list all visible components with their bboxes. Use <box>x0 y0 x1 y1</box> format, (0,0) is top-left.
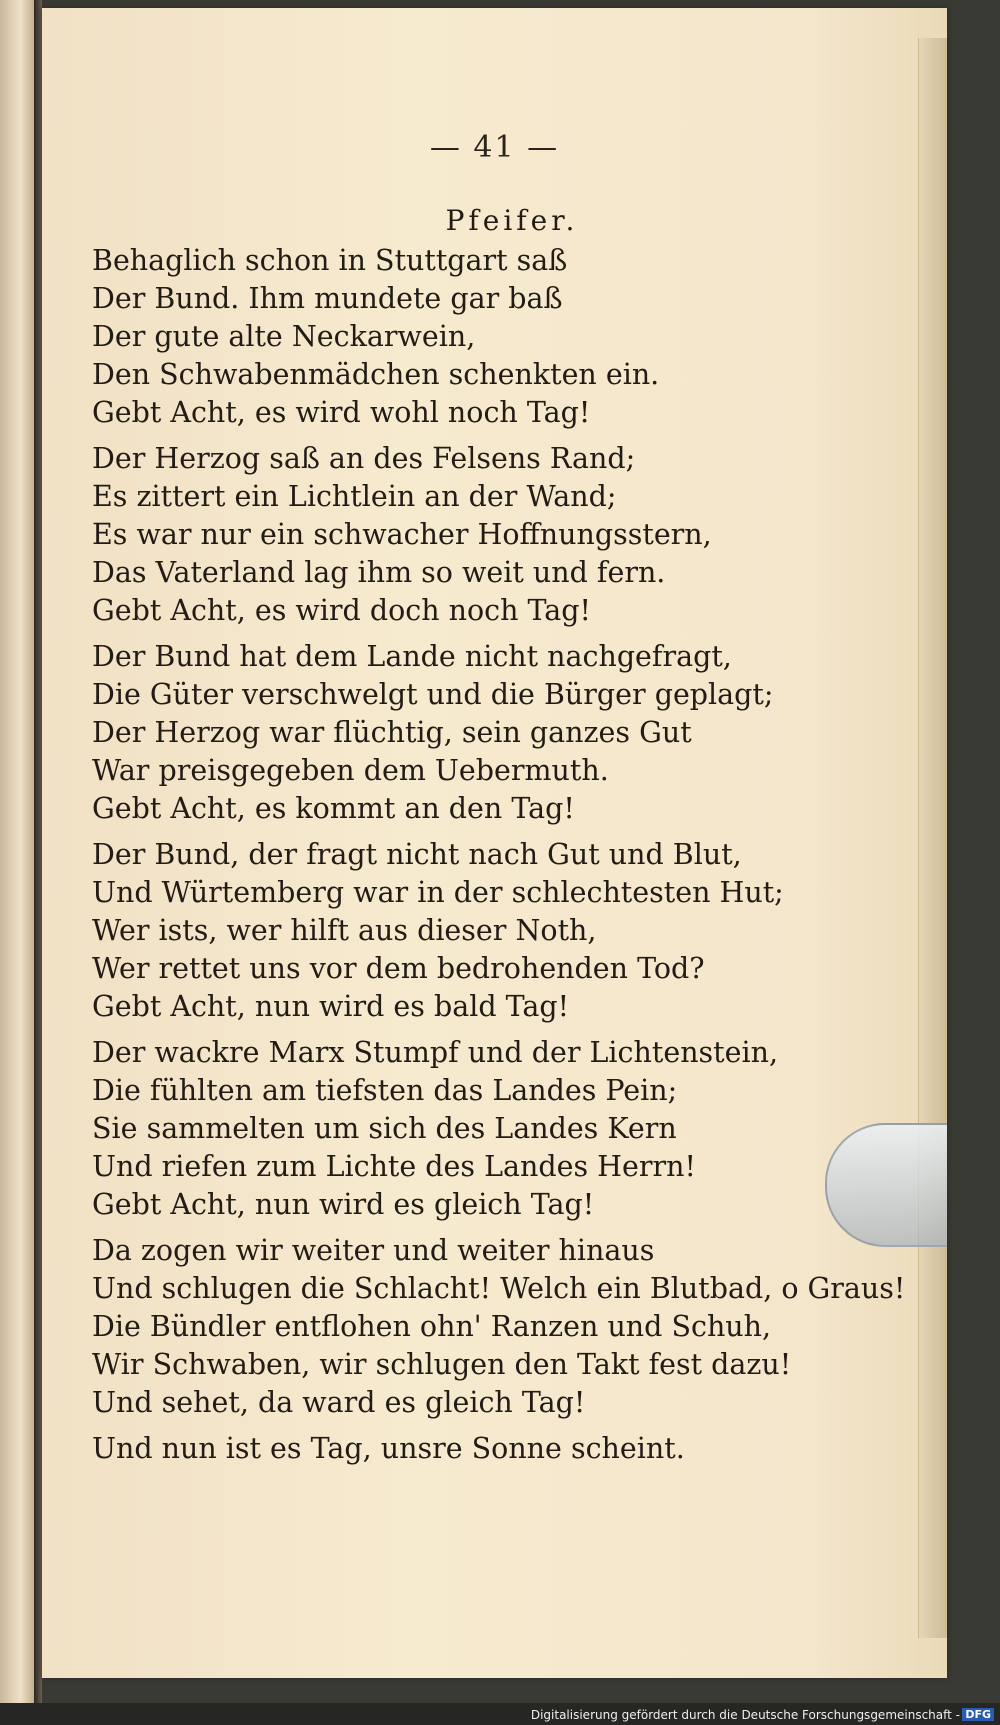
poem-line: Der Herzog war flüchtig, sein ganzes Gut <box>92 716 692 749</box>
poem-line: Wer ists, wer hilft aus dieser Noth, <box>92 914 597 947</box>
poem-line: Gebt Acht, es kommt an den Tag! <box>92 792 575 825</box>
poem-line: Es war nur ein schwacher Hoffnungsstern, <box>92 518 712 551</box>
poem-line: Der Herzog saß an des Felsens Rand; <box>92 442 636 475</box>
poem-line: Der gute alte Neckarwein, <box>92 320 476 353</box>
poem-line: Das Vaterland lag ihm so weit und fern. <box>92 556 666 589</box>
stanza <box>92 440 892 630</box>
stanza <box>92 1034 892 1224</box>
poem-line: Der Bund, der fragt nicht nach Gut und Blut, <box>92 838 742 871</box>
left-page-edge <box>0 0 34 1725</box>
poem-line: Die Bündler entflohen ohn' Ranzen und Schuh, <box>92 1310 772 1343</box>
book-page <box>42 8 947 1678</box>
stanza <box>92 836 892 1026</box>
stanza <box>92 242 892 432</box>
stanza <box>92 638 892 828</box>
poem-line: Behaglich schon in Stuttgart saß <box>92 244 568 277</box>
poem-line: Der Bund. Ihm mundete gar baß <box>92 282 563 315</box>
dfg-logo: DFG <box>962 1708 994 1721</box>
poem-line: Den Schwabenmädchen schenkten ein. <box>92 358 660 391</box>
poem-line: Da zogen wir weiter und weiter hinaus <box>92 1234 655 1267</box>
page-stack-edge <box>918 38 947 1638</box>
poem-line: Der wackre Marx Stumpf und der Lichtenstein, <box>92 1036 779 1069</box>
poem-line: Gebt Acht, nun wird es gleich Tag! <box>92 1188 595 1221</box>
poem-line: Gebt Acht, nun wird es bald Tag! <box>92 990 570 1023</box>
footer-credit: Digitalisierung gefördert durch die Deutsche Forschungsgemeinschaft - <box>530 1708 960 1722</box>
footer-bar <box>0 1703 1000 1725</box>
stanza <box>92 1430 892 1468</box>
poem-line: Die Güter verschwelgt und die Bürger geplagt; <box>92 678 774 711</box>
poem-stanzas <box>92 242 906 1468</box>
poem <box>92 204 906 1476</box>
stanza <box>92 1232 906 1422</box>
poem-line: Und schlugen die Schlacht! Welch ein Blutbad, o Graus! <box>92 1272 906 1305</box>
page-number: — 41 — <box>429 130 560 165</box>
poem-line: Sie sammelten um sich des Landes Kern <box>92 1112 677 1145</box>
book-gutter <box>34 0 42 1725</box>
poem-line: Gebt Acht, es wird wohl noch Tag! <box>92 396 591 429</box>
poem-line: Und sehet, da ward es gleich Tag! <box>92 1386 586 1419</box>
poem-line: War preisgegeben dem Uebermuth. <box>92 754 609 787</box>
poem-line: Es zittert ein Lichtlein an der Wand; <box>92 480 617 513</box>
poem-line: Gebt Acht, es wird doch noch Tag! <box>92 594 592 627</box>
poem-line: Wir Schwaben, wir schlugen den Takt fest dazu! <box>92 1348 792 1381</box>
poem-line: Der Bund hat dem Lande nicht nachgefragt, <box>92 640 732 673</box>
poem-line: Und riefen zum Lichte des Landes Herrn! <box>92 1150 696 1183</box>
poem-line: Und Würtemberg war in der schlechtesten Hut; <box>92 876 784 909</box>
poem-line: Und nun ist es Tag, unsre Sonne scheint. <box>92 1432 685 1465</box>
poem-title: Pfeifer. <box>445 204 579 237</box>
poem-line: Wer rettet uns vor dem bedrohenden Tod? <box>92 952 705 985</box>
poem-line: Die fühlten am tiefsten das Landes Pein; <box>92 1074 678 1107</box>
